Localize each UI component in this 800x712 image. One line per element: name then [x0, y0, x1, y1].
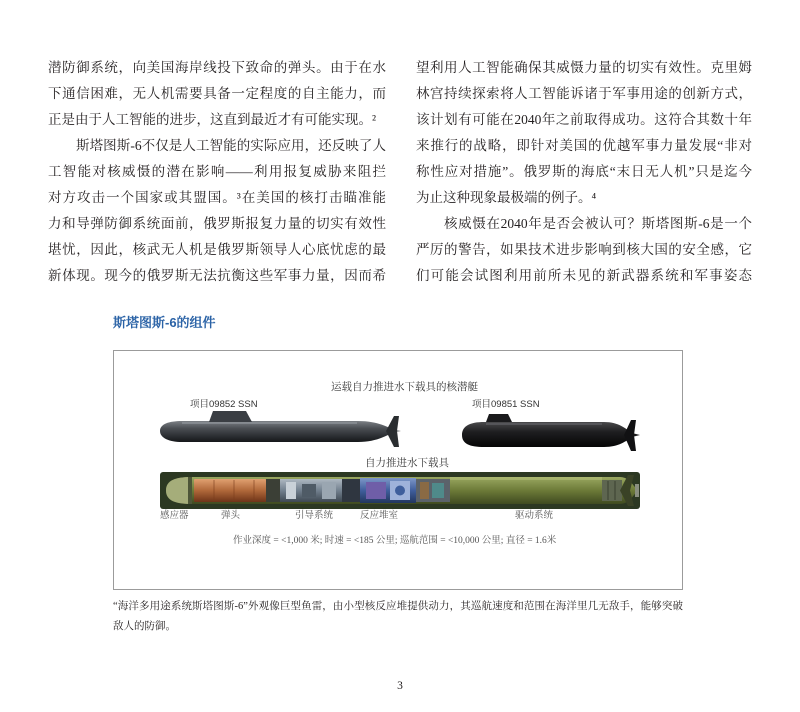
propeller — [635, 484, 639, 497]
body-text-line: 新体现。现今的俄罗斯无法抗衡这些军事力量，因而希 — [48, 268, 386, 283]
submarine-highlight — [486, 423, 602, 425]
component-label-reactor: 反应堆室 — [360, 510, 399, 521]
guidance-section — [280, 479, 342, 502]
machinery-section — [416, 479, 450, 502]
component-label-sensor: 感应器 — [160, 510, 189, 521]
figure-caption — [113, 597, 683, 637]
page-number: 3 — [397, 680, 403, 692]
caption-line: “海洋多用途系统斯塔图斯-6”外观像巨型鱼雷，由小型核反应堆提供动力，其巡航速度和范围在海洋里几无敌手，能够突破 — [113, 601, 683, 612]
section-divider — [342, 479, 360, 502]
component-label-warhead: 弹头 — [221, 510, 241, 521]
body-text-line: 该计划有可能在2040年之前取得成功。这符合其数十年 — [416, 112, 752, 127]
submarine-09851-illustration — [462, 414, 640, 451]
body-text-line: 堪忧，因此，核武无人机是俄罗斯领导人心底忧虑的最 — [48, 242, 386, 257]
body-text-line: 严厉的警告，如果技术进步影响到核大国的安全感，它 — [416, 242, 752, 257]
body-text-line: 斯塔图斯-6不仅是人工智能的实际应用，还反映了人 — [76, 138, 386, 153]
submarine-highlight — [182, 422, 357, 424]
body-text-line: 为止这种现象最极端的例子。⁴ — [416, 190, 597, 205]
underwater-vehicle-cutaway — [160, 472, 640, 509]
body-text-line: 们可能会试图利用前所未见的新武器系统和军事姿态 — [416, 268, 752, 283]
specifications-text: 作业深度 = <1,000 米; 时速 = <185 公里; 巡航范围 = <10,000 公里; 直径 = 1.6米 — [233, 536, 557, 546]
body-text-line: 对方攻击一个国家或其盟国。³在美国的核打击瞄准能 — [48, 190, 386, 205]
submarine-sail — [209, 411, 252, 422]
submarine-hull — [160, 421, 401, 442]
left-text-column — [48, 55, 386, 289]
body-text-line: 称性应对措施”。俄罗斯的海底“末日无人机”只是迄今 — [416, 164, 752, 179]
right-text-column — [416, 55, 752, 289]
submarine-09852-illustration — [160, 411, 401, 447]
body-text-line: 林宫持续探索将人工智能诉诸于军事用途的创新方式， — [416, 86, 752, 101]
component-label-guidance: 引导系统 — [295, 510, 334, 521]
figure-title: 斯塔图斯-6的组件 — [113, 315, 216, 330]
figure-panel — [113, 350, 683, 590]
body-text-line: 下通信困难，无人机需要具备一定程度的自主能力，而 — [48, 86, 386, 101]
body-text-line: 工智能对核威慑的潜在影响——利用报复威胁来阻拦 — [48, 164, 386, 179]
component-label-propulsion: 驱动系统 — [515, 510, 554, 521]
submarine-right-label: 项目09851 SSN — [472, 399, 540, 410]
body-text-line: 正是由于人工智能的进步，这直到最近才有可能实现。² — [48, 112, 377, 127]
body-text-line: 来推行的战略，即针对美国的优越军事力量发展“非对 — [416, 138, 752, 153]
body-text-line: 望利用人工智能确保其威慑力量的切实有效性。克里姆 — [416, 60, 752, 75]
submarine-hull — [462, 422, 640, 447]
submarine-stern-fin — [386, 416, 399, 447]
vehicle-heading: 自力推进水下载具 — [365, 457, 449, 469]
submarine-sail — [486, 414, 512, 422]
warhead-section — [194, 479, 266, 502]
body-text-line: 力和导弹防御系统面前，俄罗斯报复力量的切实有效性 — [48, 216, 386, 231]
submarines-heading: 运载自力推进水下载具的核潜艇 — [331, 381, 478, 393]
caption-line: 敌人的防御。 — [113, 621, 176, 632]
section-divider — [266, 479, 280, 502]
reactor-section — [360, 478, 416, 503]
body-text-line: 潜防御系统，向美国海岸线投下致命的弹头。由于在水 — [48, 60, 386, 75]
submarine-left-label: 项目09852 SSN — [190, 399, 258, 410]
body-text-line: 核威慑在2040年是否会被认可？斯塔图斯-6是一个 — [444, 216, 752, 231]
sensor-ring — [188, 477, 192, 504]
